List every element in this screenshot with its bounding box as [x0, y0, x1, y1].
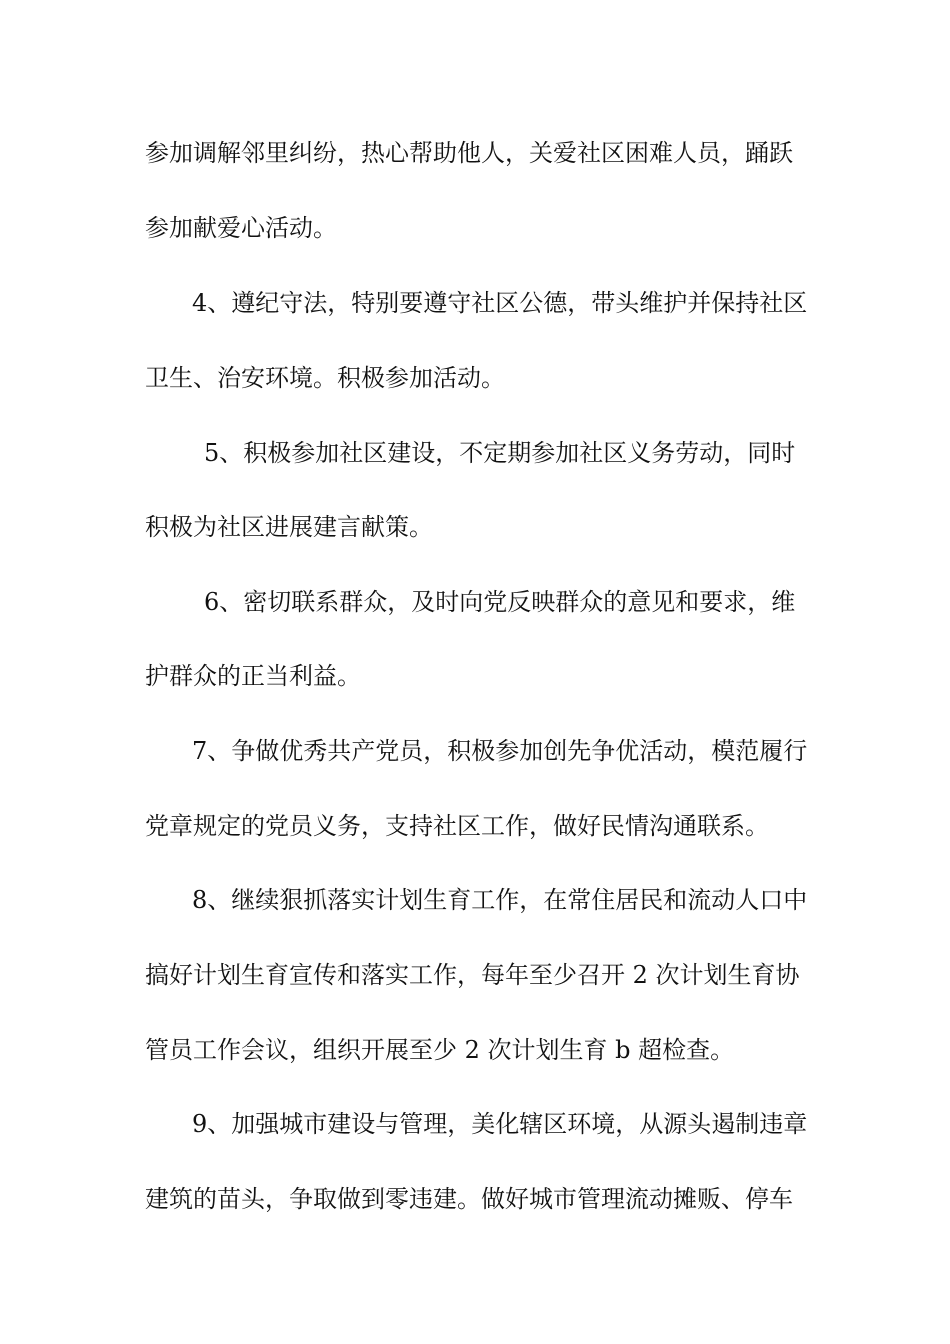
- text-line-15: 建筑的苗头，争取做到零违建。做好城市管理流动摊贩、停车: [145, 1185, 793, 1213]
- text-line-3: 4、遵纪守法，特别要遵守社区公德，带头维护并保持社区: [192, 289, 808, 317]
- text-line-6: 积极为社区进展建言献策。: [145, 513, 433, 541]
- text-line-13: 管员工作会议，组织开展至少 2 次计划生育 b 超检查。: [145, 1036, 735, 1064]
- text-line-2: 参加献爱心活动。: [145, 214, 337, 242]
- text-line-12: 搞好计划生育宣传和落实工作，每年至少召开 2 次计划生育协: [145, 961, 800, 989]
- text-line-11: 8、继续狠抓落实计划生育工作，在常住居民和流动人口中: [192, 886, 808, 914]
- text-line-7: 6、密切联系群众，及时向党反映群众的意见和要求，维: [204, 588, 796, 616]
- text-line-8: 护群众的正当利益。: [145, 662, 361, 690]
- text-line-4: 卫生、治安环境。积极参加活动。: [145, 364, 505, 392]
- text-line-10: 党章规定的党员义务，支持社区工作，做好民情沟通联系。: [145, 812, 769, 840]
- text-line-5: 5、积极参加社区建设，不定期参加社区义务劳动，同时: [204, 439, 796, 467]
- text-line-14: 9、加强城市建设与管理，美化辖区环境，从源头遏制违章: [192, 1110, 808, 1138]
- text-line-1: 参加调解邻里纠纷，热心帮助他人，关爱社区困难人员，踊跃: [145, 139, 793, 167]
- text-line-9: 7、争做优秀共产党员，积极参加创先争优活动，模范履行: [192, 737, 808, 765]
